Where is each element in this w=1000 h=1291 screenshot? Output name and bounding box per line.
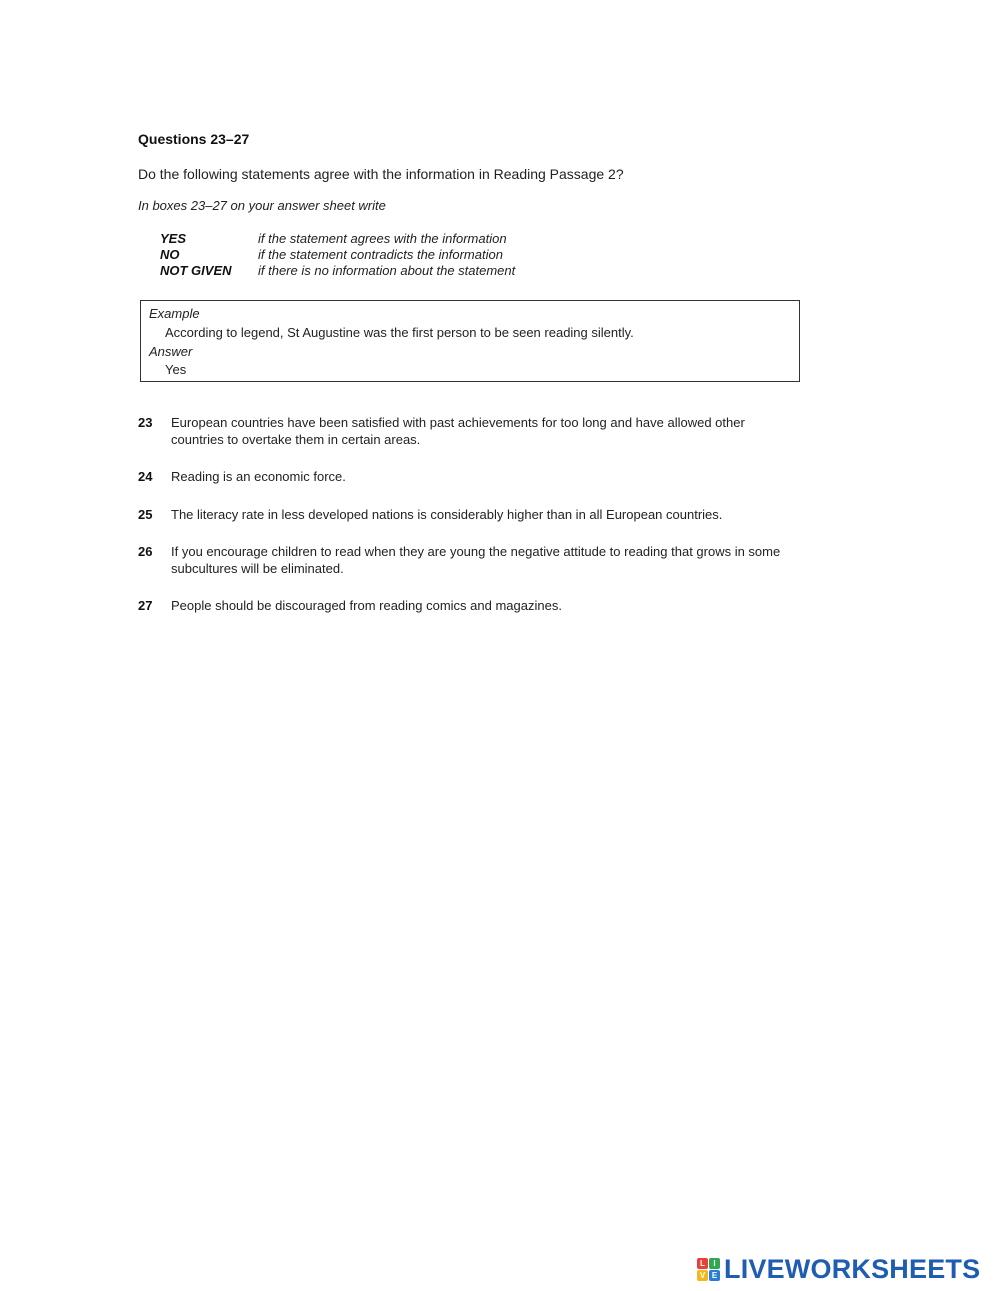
legend-key: NOT GIVEN [160,263,232,278]
answer-key-legend [160,231,515,279]
legend-description: if the statement contradicts the information [258,247,503,262]
legend-description: if the statement agrees with the information [258,231,507,246]
question-item [138,468,796,485]
question-item [138,543,796,577]
logo-cell: E [709,1270,720,1281]
logo-cell: I [709,1258,720,1269]
example-label: Example [149,306,200,321]
question-number: 23 [138,415,153,430]
question-number: 26 [138,544,153,559]
answer-label: Answer [149,344,193,359]
legend-key: YES [160,231,187,246]
answer-sheet-instruction: In boxes 23–27 on your answer sheet write [138,198,386,213]
legend-description: if there is no information about the statement [258,263,516,278]
question-text: If you encourage children to read when they are young the negative attitude to reading that grows in some subcultures will be eliminated. [171,544,781,576]
answer-value: Yes [165,362,187,377]
question-item [138,506,796,523]
page-title: Questions 23–27 [138,131,250,147]
logo-cell: L [697,1258,708,1269]
question-number: 24 [138,469,153,484]
question-item [138,414,796,448]
liveworksheets-logo-icon [697,1258,720,1281]
legend-key: NO [160,247,180,262]
question-number: 27 [138,598,153,613]
logo-cell: V [697,1270,708,1281]
question-text: The literacy rate in less developed nations is considerably higher than in all European countries. [171,507,723,522]
legend-row-no [160,247,515,263]
question-text: European countries have been satisfied with past achievements for too long and have allowed other countries to overtake them in certain areas. [171,415,745,447]
liveworksheets-logo[interactable] [697,1254,980,1285]
example-statement: According to legend, St Augustine was the first person to be seen reading silently. [165,325,634,340]
liveworksheets-wordmark: LIVEWORKSHEETS [724,1254,981,1284]
example-box [140,300,800,382]
question-text: Reading is an economic force. [171,469,346,484]
question-item [138,597,796,614]
question-text: People should be discouraged from reading comics and magazines. [171,598,562,613]
instruction-text: Do the following statements agree with the information in Reading Passage 2? [138,166,624,182]
legend-row-not-given [160,263,515,279]
legend-row-yes [160,231,515,247]
question-number: 25 [138,507,153,522]
